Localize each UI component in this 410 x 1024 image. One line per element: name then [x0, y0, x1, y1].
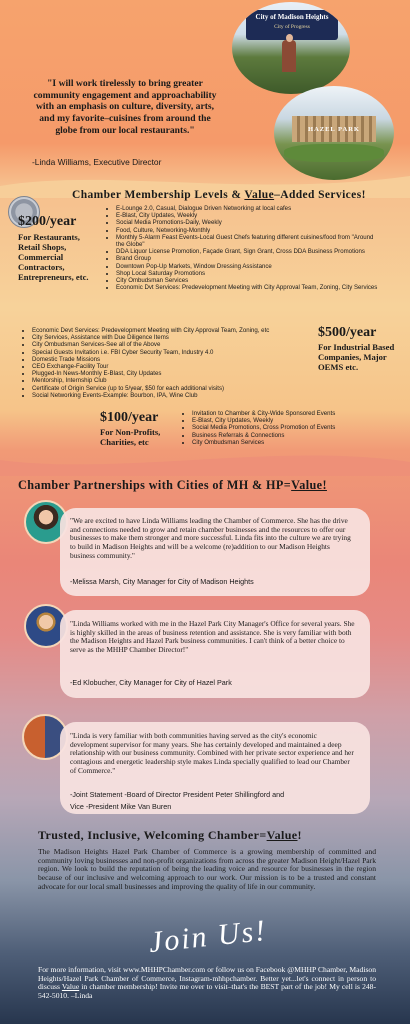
partnerships-title: Chamber Partnerships with Cities of MH & HP=Value! — [18, 478, 327, 492]
service-item: • Monthly 5-Alarm Feast Events-Local Guest Chefs featuring different cuisines/food from "Around the Globe" — [116, 234, 378, 248]
testimonial-quote: "Linda is very familiar with both communities having served as the city's economic development supervisor for many years. She has certainly developed and maintained a deep relationship with our business community. Combined with her private sector experience and her contagious and energetic leadership style makes Linda specially qualified to lead our Chamber of Commerce." — [70, 731, 354, 775]
testimonial-quote: "We are excited to have Linda Williams leading the Chamber of Commerce. She has the drive and connections needed to grow and retain chamber businesses and the resources to offer our businesses to make them stronger and more successful. Linda fits into the culture we are trying to build in Madison Heights and will be a welcome (re)addition to our Madison Heights business community." — [70, 516, 351, 560]
tier-100-services — [182, 410, 392, 446]
service-item: • City Services, Assistance with Due Diligence Items — [32, 334, 332, 341]
service-item: • E-Blast, City Updates, Weekly — [116, 212, 378, 219]
service-item: • E-Lounge 2.0, Casual, Dialogue Driven Networking at local cafes — [116, 205, 378, 212]
testimonial-signature: -Melissa Marsh, City Manager for City of Madison Heights — [70, 577, 254, 586]
service-item: • Downtown Pop-Up Markets, Window Dressing Assistance — [116, 263, 378, 270]
contact-info: For more information, visit www.MHHPChamber.com or follow us on Facebook @MHHP Chamber, Madison Heights/Hazel Park Chamber of Commerce, Instagram-mhhpchamber. Better yet...let's connect in person to discuss Value in chamber membership! Invite me over to visit–that's the BEST part of the job! My cell is 248-542-5010. –Linda — [38, 965, 376, 1001]
sign-text-motto: City of Progress — [274, 24, 310, 30]
service-item: • City Ombudsman Services — [116, 277, 378, 284]
tier-500-services — [22, 327, 332, 399]
footer-title: Trusted, Inclusive, Welcoming Chamber=Value! — [38, 828, 302, 842]
join-us-script: Join Us! — [147, 913, 269, 960]
membership-wave-divider — [0, 446, 410, 476]
testimonial-card-board — [60, 722, 370, 814]
director-signature: -Linda Williams, Executive Director — [32, 157, 162, 167]
service-item: • City Ombudsman Services-See all of the Above — [32, 341, 332, 348]
tier-500-desc: For Industrial Based Companies, Major OEMS etc. — [318, 342, 395, 372]
service-item: • Social Media Promotions, Cross Promotion of Events — [192, 424, 392, 431]
tier-200-services — [106, 205, 378, 291]
service-item: • Social Media Promotions-Daily, Weekly — [116, 219, 378, 226]
tier-200-price: $200/year — [18, 214, 77, 229]
testimonial-card-klobucher — [60, 610, 370, 698]
tier-100-desc: For Non-Profits, Charities, etc — [100, 427, 161, 447]
service-item: • City Ombudsman Services — [192, 439, 392, 446]
mission-statement: The Madison Heights Hazel Park Chamber of Commerce is a growing membership of committed and community loving businesses and non-profit organizations from across the greater Madison Height/Hazel Park region. We look to build the reputation of being the leading voice and resource for businesses in the region because of our inclusive and welcoming approach to our work. Our mission is to be a trusted and constant advocate for our local small businesses and improving the quality of life in our community. — [38, 847, 376, 891]
service-item: • Certificate of Origin Service (up to 5/year, $50 for each additional visits) — [32, 385, 332, 392]
testimonial-signature: -Ed Klobucher, City Manager for City of Hazel Park — [70, 678, 232, 687]
hazel-park-sign-photo — [274, 86, 394, 180]
service-item: • Brand Group — [116, 255, 378, 262]
service-item: • DDA Liquor License Promotion, Façade Grant, Sign Grant, Cross DDA Business Promotions — [116, 248, 378, 255]
service-item: • Social Networking Events-Example: Bourbon, IPA, Wine Club — [32, 392, 332, 399]
membership-title: Chamber Membership Levels & Value–Added Services! — [72, 189, 366, 201]
tier-100-price: $100/year — [100, 410, 159, 425]
service-item: • Economic Dvt Services: Predevelopment Meeting with City Approval Team, Zoning, City Services — [116, 284, 378, 291]
service-item: • Invitation to Chamber & City-Wide Sponsored Events — [192, 410, 392, 417]
tier-500-price: $500/year — [318, 325, 377, 340]
service-item: • Economic Devt Services: Predevelopment Meeting with City Approval Team, Zoning, etc — [32, 327, 332, 334]
service-item: • Plugged-In News-Monthly E-Blast, City Updates — [32, 370, 332, 377]
service-item: • Mentorship, Internship Club — [32, 377, 332, 384]
service-item: • Domestic Trade Missions — [32, 356, 332, 363]
service-item: • Business Referrals & Connections — [192, 432, 392, 439]
madison-heights-sign-photo — [232, 2, 350, 94]
service-item: • Special Guests Invitation i.e. FBI Cyber Security Team, Industry 4.0 — [32, 349, 332, 356]
service-item: • E-Blast, City Updates, Weekly — [192, 417, 392, 424]
sign-text-city: City of Madison Heights — [255, 13, 329, 21]
testimonial-signature: -Joint Statement -Board of Director President Peter Shillingford and — [70, 790, 285, 799]
sign-text-hazel-park: HAZEL PARK — [308, 126, 360, 133]
testimonial-quote: "Linda Williams worked with me in the Hazel Park City Manager's Office for several years. She is highly skilled in the areas of business retention and assistance. She is very familiar with both the Madison Heights and Hazel Park business communities. I can't think of a better choice to serve as the MHHP Chamber Director!" — [70, 619, 355, 655]
tier-200-desc: For Restaurants, Retail Shops, Commercial Contractors, Entrepreneurs, etc. — [18, 232, 89, 282]
service-item: • Shop Local Saturday Promotions — [116, 270, 378, 277]
director-quote: "I will work tirelessly to bring greater community engagement and approachability with an emphasis on culture, diversity, arts, and my favorite–cuisines from around the globe from our local restaurants." — [33, 78, 217, 136]
testimonial-signature-line2: Vice -President Mike Van Buren — [70, 802, 172, 811]
testimonial-card-marsh — [60, 508, 370, 596]
service-item: • CEO Exchange-Facility Tour — [32, 363, 332, 370]
service-item: • Food, Culture, Networking-Monthly — [116, 227, 378, 234]
